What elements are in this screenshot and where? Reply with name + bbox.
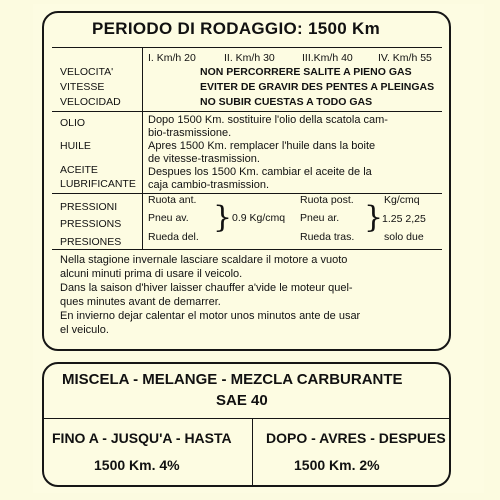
winter-text-line: En invierno dejar calentar el motor unos minutos ante de usar <box>60 310 361 322</box>
front-wheel-es: Rueda del. <box>148 231 199 243</box>
rear-pressure-note: solo due <box>384 231 424 243</box>
winter-text-line: Nella stagione invernale lasciare scaldare il motore a vuoto <box>60 254 348 266</box>
winter-text-line: el veiculo. <box>60 324 109 336</box>
speed-label-fr: VITESSE <box>60 81 105 93</box>
until-value: 1500 Km. 4% <box>94 457 180 473</box>
oil-label-it: OLIO <box>60 117 86 129</box>
oil-label-es2: LUBRIFICANTE <box>60 178 136 190</box>
speed-label-it: VELOCITA' <box>60 66 114 78</box>
oil-grade: SAE 40 <box>216 392 268 409</box>
rear-wheel-es: Rueda tras. <box>300 231 355 243</box>
pressure-label-fr: PRESSIONS <box>60 218 122 230</box>
divider <box>52 47 442 48</box>
gear-speed-4: IV. Km/h 55 <box>378 52 432 64</box>
pressure-label-es: PRESIONES <box>60 236 122 248</box>
rear-wheel-fr: Pneu ar. <box>300 212 340 224</box>
oil-label-fr: HUILE <box>60 140 91 152</box>
warning-es: NO SUBIR CUESTAS A TODO GAS <box>200 96 373 108</box>
warning-it: NON PERCORRERE SALITE A PIENO GAS <box>200 66 412 78</box>
pressure-unit: Kg/cmq <box>384 194 420 206</box>
until-label: FINO A - JUSQU'A - HASTA <box>52 430 232 446</box>
winter-text-line: alcuni minuti prima di usare il veicolo. <box>60 268 243 280</box>
divider <box>42 418 451 419</box>
winter-text-line: Dans la saison d'hiver laisser chauffer a'vide le moteur quel- <box>60 282 353 294</box>
speed-label-es: VELOCIDAD <box>60 96 121 108</box>
column-divider <box>252 418 253 487</box>
front-wheel-fr: Pneu av. <box>148 212 189 224</box>
warning-fr: EVITER DE GRAVIR DES PENTES A PLEINGAS <box>200 81 435 93</box>
pressure-label-it: PRESSIONI <box>60 201 118 213</box>
rear-wheel-it: Ruota post. <box>300 194 354 206</box>
winter-text-line: ques minutes avant de demarrer. <box>60 296 221 308</box>
divider <box>52 111 442 112</box>
oil-text-line: Apres 1500 Km. remplacer l'huile dans la boite <box>148 140 376 152</box>
front-pressure-value: 0.9 Kg/cmq <box>232 212 286 224</box>
divider <box>52 249 442 250</box>
brace-symbol: } <box>213 200 233 235</box>
oil-text-line: de vitesse-trasmission. <box>148 153 260 165</box>
oil-text-line: Despues los 1500 Km. cambiar el aceite de la <box>148 166 372 178</box>
gear-speed-3: III.Km/h 40 <box>302 52 353 64</box>
oil-text-line: bio-trasmissione. <box>148 127 232 139</box>
column-divider <box>142 48 143 249</box>
oil-text-line: caja cambio-trasmission. <box>148 179 270 191</box>
gear-speed-2: II. Km/h 30 <box>224 52 275 64</box>
mixture-title: MISCELA - MELANGE - MEZCLA CARBURANTE <box>62 371 403 388</box>
oil-label-es: ACEITE <box>60 164 98 176</box>
gear-speed-1: I. Km/h 20 <box>148 52 196 64</box>
brace-symbol: } <box>364 200 384 235</box>
front-wheel-it: Ruota ant. <box>148 194 197 206</box>
after-value: 1500 Km. 2% <box>294 457 380 473</box>
page-title: PERIODO DI RODAGGIO: 1500 Km <box>92 19 381 38</box>
oil-text-line: Dopo 1500 Km. sostituire l'olio della scatola cam- <box>148 114 388 126</box>
after-label: DOPO - AVRES - DESPUES <box>266 430 446 446</box>
rear-pressure-values: 1.25 2,25 <box>382 213 426 225</box>
